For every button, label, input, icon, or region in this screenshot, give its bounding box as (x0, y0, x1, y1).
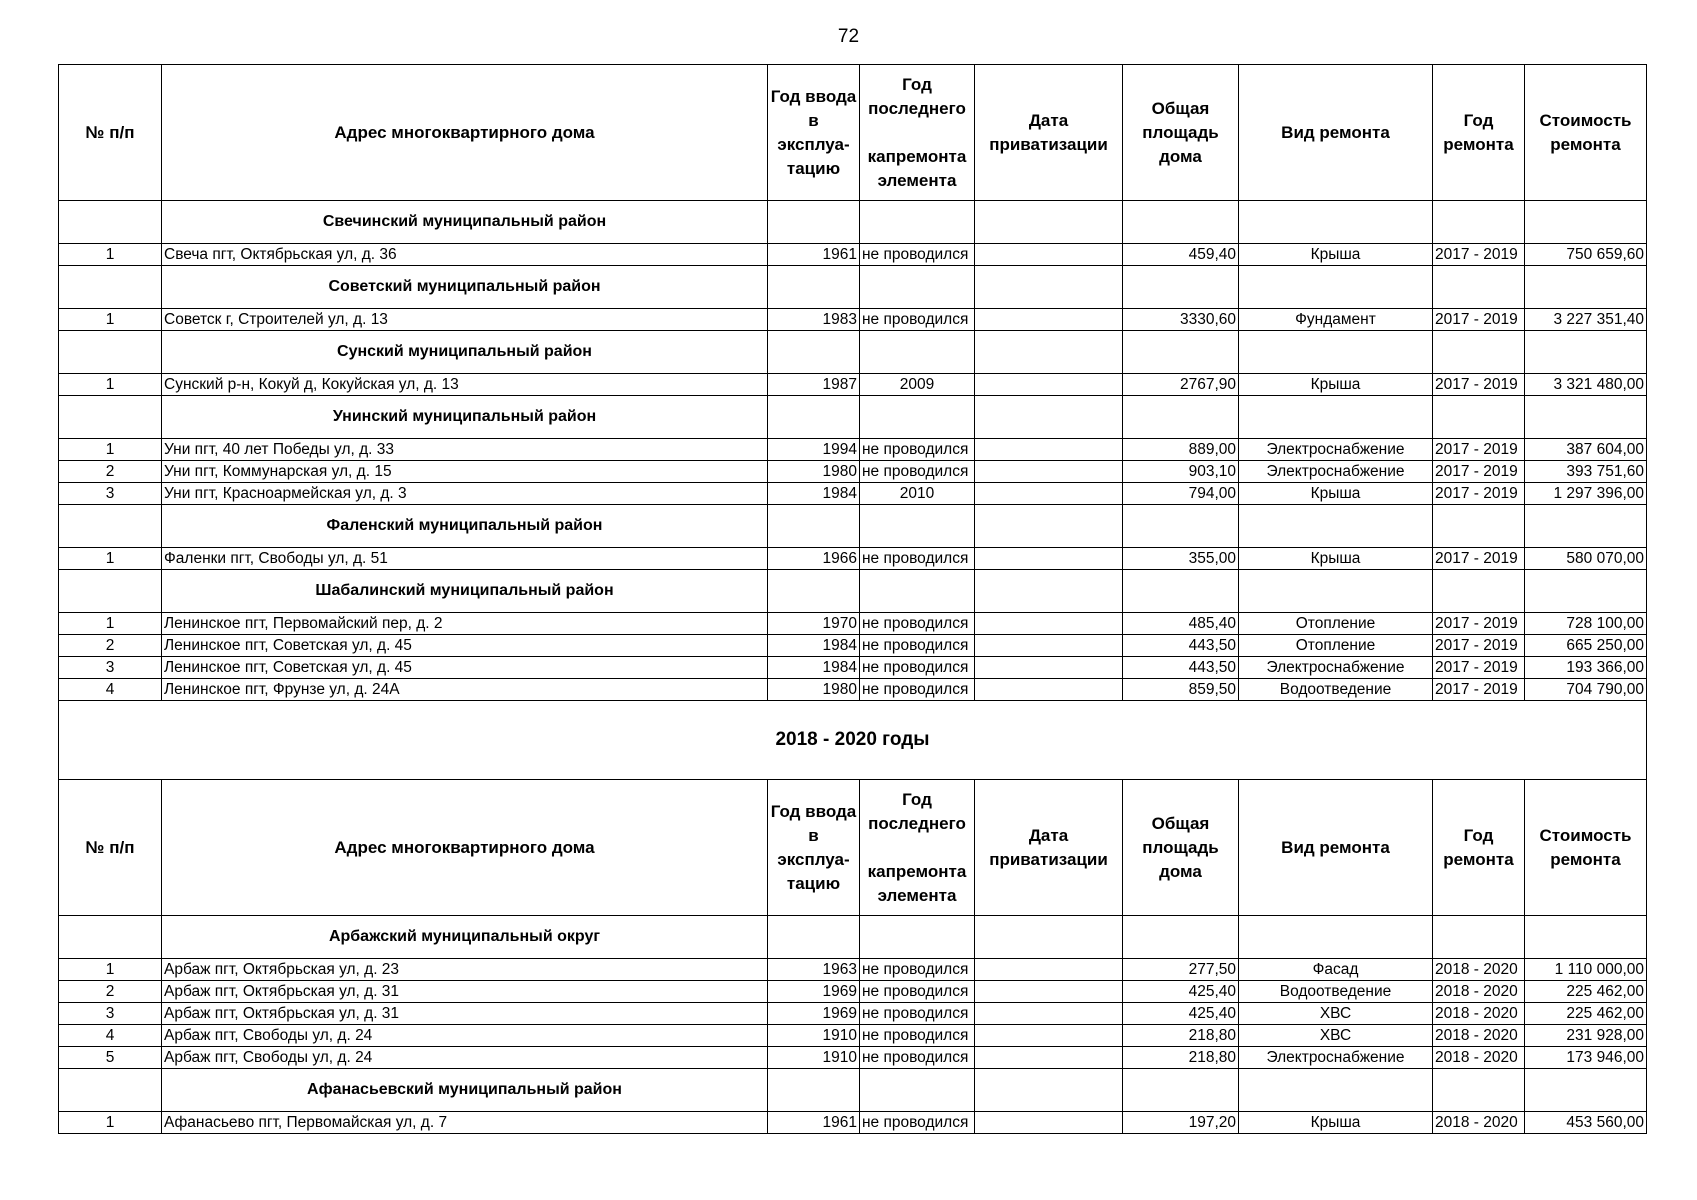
header-num: № п/п (59, 65, 162, 201)
row-privatization (975, 635, 1123, 657)
header-address: Адрес многоквартирного дома (162, 65, 768, 201)
row-address: Арбаж пгт, Октябрьская ул, д. 23 (162, 959, 768, 981)
table-row (59, 548, 1647, 570)
district-empty-cell (1433, 1069, 1525, 1112)
row-year-built: 1910 (768, 1025, 860, 1047)
header-cost: Стоимость ремонта (1525, 65, 1647, 201)
district-empty-cell (975, 570, 1123, 613)
row-repair-type: Крыша (1239, 374, 1433, 396)
row-address: Арбаж пгт, Октябрьская ул, д. 31 (162, 981, 768, 1003)
row-repair-year: 2017 - 2019 (1433, 613, 1525, 635)
header-last-repair (860, 780, 975, 916)
district-empty-cell (1239, 570, 1433, 613)
row-repair-year: 2017 - 2019 (1433, 244, 1525, 266)
district-empty-cell (1433, 570, 1525, 613)
table-header-row (59, 65, 1647, 201)
header-year-built: Год ввода в эксплуа-тацию (768, 780, 860, 916)
district-num-cell (59, 396, 162, 439)
district-num-cell (59, 266, 162, 309)
row-num: 1 (59, 439, 162, 461)
row-address: Ленинское пгт, Первомайский пер, д. 2 (162, 613, 768, 635)
row-last-repair: не проводился (860, 959, 975, 981)
row-last-repair: 2010 (860, 483, 975, 505)
row-num: 5 (59, 1047, 162, 1069)
row-repair-year: 2018 - 2020 (1433, 1047, 1525, 1069)
row-area: 2767,90 (1123, 374, 1239, 396)
district-empty-cell (860, 505, 975, 548)
row-year-built: 1969 (768, 981, 860, 1003)
row-area: 903,10 (1123, 461, 1239, 483)
district-empty-cell (975, 201, 1123, 244)
row-address: Афанасьево пгт, Первомайская ул, д. 7 (162, 1112, 768, 1134)
row-repair-year: 2018 - 2020 (1433, 1003, 1525, 1025)
row-area: 443,50 (1123, 657, 1239, 679)
row-cost: 665 250,00 (1525, 635, 1647, 657)
district-empty-cell (860, 1069, 975, 1112)
row-last-repair: не проводился (860, 613, 975, 635)
row-cost: 704 790,00 (1525, 679, 1647, 701)
row-privatization (975, 461, 1123, 483)
page-number: 72 (837, 26, 860, 47)
row-repair-type: Электроснабжение (1239, 1047, 1433, 1069)
row-repair-year: 2018 - 2020 (1433, 1025, 1525, 1047)
district-row (59, 201, 1647, 244)
row-cost: 231 928,00 (1525, 1025, 1647, 1047)
district-empty-cell (1239, 916, 1433, 959)
row-year-built: 1980 (768, 461, 860, 483)
header-year-built: Год ввода в эксплуа-тацию (768, 65, 860, 201)
row-num: 1 (59, 548, 162, 570)
row-address: Сунский р-н, Кокуй д, Кокуйская ул, д. 13 (162, 374, 768, 396)
district-empty-cell (975, 331, 1123, 374)
row-num: 1 (59, 613, 162, 635)
period-title: 2018 - 2020 годы (59, 701, 1647, 780)
row-year-built: 1984 (768, 483, 860, 505)
period-row (59, 701, 1647, 780)
row-area: 355,00 (1123, 548, 1239, 570)
row-cost: 1 110 000,00 (1525, 959, 1647, 981)
district-num-cell (59, 201, 162, 244)
row-cost: 3 227 351,40 (1525, 309, 1647, 331)
district-row (59, 570, 1647, 613)
row-address: Ленинское пгт, Фрунзе ул, д. 24А (162, 679, 768, 701)
district-empty-cell (1123, 201, 1239, 244)
row-privatization (975, 1003, 1123, 1025)
row-repair-type: Фундамент (1239, 309, 1433, 331)
row-area: 277,50 (1123, 959, 1239, 981)
row-num: 4 (59, 679, 162, 701)
header-cost: Стоимость ремонта (1525, 780, 1647, 916)
district-empty-cell (1525, 396, 1647, 439)
header-area: Общая площадь дома (1123, 65, 1239, 201)
row-last-repair: не проводился (860, 679, 975, 701)
header-address: Адрес многоквартирного дома (162, 780, 768, 916)
row-num: 1 (59, 959, 162, 981)
row-privatization (975, 1047, 1123, 1069)
district-empty-cell (860, 396, 975, 439)
district-empty-cell (1123, 1069, 1239, 1112)
row-address: Фаленки пгт, Свободы ул, д. 51 (162, 548, 768, 570)
row-year-built: 1987 (768, 374, 860, 396)
row-repair-year: 2017 - 2019 (1433, 483, 1525, 505)
row-repair-year: 2017 - 2019 (1433, 548, 1525, 570)
district-empty-cell (1433, 396, 1525, 439)
row-last-repair: не проводился (860, 1025, 975, 1047)
row-repair-type: ХВС (1239, 1025, 1433, 1047)
row-cost: 225 462,00 (1525, 1003, 1647, 1025)
table-row (59, 635, 1647, 657)
row-repair-type: Крыша (1239, 244, 1433, 266)
district-empty-cell (975, 396, 1123, 439)
district-empty-cell (860, 331, 975, 374)
district-empty-cell (1239, 396, 1433, 439)
row-cost: 580 070,00 (1525, 548, 1647, 570)
district-empty-cell (1525, 266, 1647, 309)
district-empty-cell (975, 505, 1123, 548)
row-last-repair: не проводился (860, 439, 975, 461)
district-empty-cell (1433, 201, 1525, 244)
row-address: Ленинское пгт, Советская ул, д. 45 (162, 657, 768, 679)
table-row (59, 461, 1647, 483)
row-year-built: 1994 (768, 439, 860, 461)
row-num: 2 (59, 635, 162, 657)
row-privatization (975, 439, 1123, 461)
row-repair-year: 2017 - 2019 (1433, 635, 1525, 657)
table-row (59, 959, 1647, 981)
row-privatization (975, 981, 1123, 1003)
district-empty-cell (1433, 331, 1525, 374)
row-last-repair: не проводился (860, 635, 975, 657)
row-repair-year: 2017 - 2019 (1433, 679, 1525, 701)
table-row (59, 374, 1647, 396)
row-area: 3330,60 (1123, 309, 1239, 331)
header-privatization: Дата приватизации (975, 780, 1123, 916)
row-year-built: 1984 (768, 635, 860, 657)
row-cost: 728 100,00 (1525, 613, 1647, 635)
header-num: № п/п (59, 780, 162, 916)
row-address: Уни пгт, Красноармейская ул, д. 3 (162, 483, 768, 505)
district-empty-cell (1525, 201, 1647, 244)
district-name: Арбажский муниципальный округ (162, 916, 768, 959)
row-repair-type: Электроснабжение (1239, 439, 1433, 461)
header-repair-type: Вид ремонта (1239, 780, 1433, 916)
district-empty-cell (1239, 505, 1433, 548)
header-privatization: Дата приватизации (975, 65, 1123, 201)
row-last-repair: 2009 (860, 374, 975, 396)
row-area: 425,40 (1123, 981, 1239, 1003)
row-repair-year: 2018 - 2020 (1433, 959, 1525, 981)
district-num-cell (59, 331, 162, 374)
row-num: 2 (59, 461, 162, 483)
row-cost: 193 366,00 (1525, 657, 1647, 679)
row-year-built: 1910 (768, 1047, 860, 1069)
row-num: 1 (59, 374, 162, 396)
district-empty-cell (860, 570, 975, 613)
table-header-row (59, 780, 1647, 916)
row-cost: 750 659,60 (1525, 244, 1647, 266)
row-privatization (975, 657, 1123, 679)
row-address: Уни пгт, Коммунарская ул, д. 15 (162, 461, 768, 483)
row-num: 2 (59, 981, 162, 1003)
row-year-built: 1969 (768, 1003, 860, 1025)
district-empty-cell (860, 201, 975, 244)
row-last-repair: не проводился (860, 1112, 975, 1134)
district-empty-cell (1239, 266, 1433, 309)
row-privatization (975, 244, 1123, 266)
row-area: 218,80 (1123, 1047, 1239, 1069)
district-empty-cell (860, 266, 975, 309)
row-cost: 1 297 396,00 (1525, 483, 1647, 505)
district-empty-cell (1239, 331, 1433, 374)
row-year-built: 1961 (768, 244, 860, 266)
row-privatization (975, 548, 1123, 570)
row-repair-type: Водоотведение (1239, 679, 1433, 701)
row-repair-type: Крыша (1239, 548, 1433, 570)
row-last-repair: не проводился (860, 657, 975, 679)
table-row (59, 309, 1647, 331)
row-privatization (975, 483, 1123, 505)
district-row (59, 266, 1647, 309)
row-area: 859,50 (1123, 679, 1239, 701)
row-privatization (975, 1025, 1123, 1047)
district-empty-cell (1123, 331, 1239, 374)
district-name: Советский муниципальный район (162, 266, 768, 309)
district-empty-cell (1239, 1069, 1433, 1112)
table-row (59, 679, 1647, 701)
row-cost: 387 604,00 (1525, 439, 1647, 461)
district-name: Шабалинский муниципальный район (162, 570, 768, 613)
row-cost: 225 462,00 (1525, 981, 1647, 1003)
district-empty-cell (860, 916, 975, 959)
header-repair-year: Год ремонта (1433, 65, 1525, 201)
district-name: Сунский муниципальный район (162, 331, 768, 374)
row-cost: 173 946,00 (1525, 1047, 1647, 1069)
district-name: Фаленский муниципальный район (162, 505, 768, 548)
table-row (59, 1003, 1647, 1025)
district-empty-cell (1433, 916, 1525, 959)
header-repair-type: Вид ремонта (1239, 65, 1433, 201)
table-row (59, 439, 1647, 461)
district-empty-cell (1123, 570, 1239, 613)
district-empty-cell (1123, 916, 1239, 959)
row-repair-year: 2017 - 2019 (1433, 309, 1525, 331)
row-year-built: 1983 (768, 309, 860, 331)
row-repair-type: Электроснабжение (1239, 657, 1433, 679)
district-empty-cell (1525, 331, 1647, 374)
district-name: Свечинский муниципальный район (162, 201, 768, 244)
district-empty-cell (768, 331, 860, 374)
row-year-built: 1980 (768, 679, 860, 701)
district-row (59, 331, 1647, 374)
row-repair-type: Электроснабжение (1239, 461, 1433, 483)
row-repair-year: 2017 - 2019 (1433, 657, 1525, 679)
row-repair-type: Отопление (1239, 613, 1433, 635)
row-area: 197,20 (1123, 1112, 1239, 1134)
district-empty-cell (768, 505, 860, 548)
row-repair-type: Отопление (1239, 635, 1433, 657)
district-empty-cell (768, 1069, 860, 1112)
row-repair-year: 2018 - 2020 (1433, 1112, 1525, 1134)
district-row (59, 916, 1647, 959)
district-row (59, 1069, 1647, 1112)
row-repair-year: 2018 - 2020 (1433, 981, 1525, 1003)
district-num-cell (59, 570, 162, 613)
row-last-repair: не проводился (860, 981, 975, 1003)
row-address: Арбаж пгт, Свободы ул, д. 24 (162, 1025, 768, 1047)
district-empty-cell (768, 396, 860, 439)
row-last-repair: не проводился (860, 244, 975, 266)
district-empty-cell (1525, 916, 1647, 959)
row-privatization (975, 309, 1123, 331)
row-last-repair: не проводился (860, 309, 975, 331)
district-num-cell (59, 505, 162, 548)
table-row (59, 244, 1647, 266)
row-repair-type: Крыша (1239, 483, 1433, 505)
district-empty-cell (1123, 266, 1239, 309)
row-privatization (975, 1112, 1123, 1134)
table-row (59, 1047, 1647, 1069)
header-last-repair-line2: капремонта элемента (867, 861, 967, 905)
district-empty-cell (1433, 266, 1525, 309)
row-address: Свеча пгт, Октябрьская ул, д. 36 (162, 244, 768, 266)
row-num: 3 (59, 657, 162, 679)
district-empty-cell (768, 570, 860, 613)
district-empty-cell (1123, 396, 1239, 439)
district-empty-cell (975, 266, 1123, 309)
header-repair-year: Год ремонта (1433, 780, 1525, 916)
row-area: 443,50 (1123, 635, 1239, 657)
row-year-built: 1961 (768, 1112, 860, 1134)
row-area: 459,40 (1123, 244, 1239, 266)
district-num-cell (59, 916, 162, 959)
district-empty-cell (1123, 505, 1239, 548)
district-num-cell (59, 1069, 162, 1112)
row-privatization (975, 959, 1123, 981)
header-last-repair-line1: Год последнего (868, 74, 966, 118)
district-name: Афанасьевский муниципальный район (162, 1069, 768, 1112)
row-repair-year: 2017 - 2019 (1433, 374, 1525, 396)
row-num: 1 (59, 1112, 162, 1134)
row-cost: 3 321 480,00 (1525, 374, 1647, 396)
row-area: 485,40 (1123, 613, 1239, 635)
row-num: 1 (59, 309, 162, 331)
district-empty-cell (1525, 505, 1647, 548)
header-last-repair (860, 65, 975, 201)
row-num: 4 (59, 1025, 162, 1047)
header-last-repair-line1: Год последнего (868, 789, 966, 833)
row-repair-year: 2017 - 2019 (1433, 461, 1525, 483)
table-row (59, 1025, 1647, 1047)
row-privatization (975, 374, 1123, 396)
row-repair-year: 2017 - 2019 (1433, 439, 1525, 461)
district-empty-cell (768, 201, 860, 244)
row-address: Арбаж пгт, Свободы ул, д. 24 (162, 1047, 768, 1069)
table-row (59, 981, 1647, 1003)
row-repair-type: ХВС (1239, 1003, 1433, 1025)
table-row (59, 657, 1647, 679)
row-year-built: 1970 (768, 613, 860, 635)
row-repair-type: Водоотведение (1239, 981, 1433, 1003)
table-row (59, 483, 1647, 505)
district-empty-cell (1433, 505, 1525, 548)
row-year-built: 1966 (768, 548, 860, 570)
row-area: 218,80 (1123, 1025, 1239, 1047)
table-row (59, 1112, 1647, 1134)
row-cost: 393 751,60 (1525, 461, 1647, 483)
table-body (59, 65, 1647, 1134)
district-empty-cell (1525, 1069, 1647, 1112)
district-empty-cell (1239, 201, 1433, 244)
district-name: Унинский муниципальный район (162, 396, 768, 439)
district-empty-cell (768, 266, 860, 309)
district-row (59, 396, 1647, 439)
row-address: Уни пгт, 40 лет Победы ул, д. 33 (162, 439, 768, 461)
row-last-repair: не проводился (860, 548, 975, 570)
row-privatization (975, 613, 1123, 635)
row-last-repair: не проводился (860, 1047, 975, 1069)
row-num: 1 (59, 244, 162, 266)
repair-table (58, 64, 1647, 1134)
row-area: 794,00 (1123, 483, 1239, 505)
header-last-repair-line2: капремонта элемента (867, 146, 967, 190)
row-address: Ленинское пгт, Советская ул, д. 45 (162, 635, 768, 657)
row-address: Советск г, Строителей ул, д. 13 (162, 309, 768, 331)
district-empty-cell (768, 916, 860, 959)
header-area: Общая площадь дома (1123, 780, 1239, 916)
row-repair-type: Крыша (1239, 1112, 1433, 1134)
district-row (59, 505, 1647, 548)
table-row (59, 613, 1647, 635)
row-last-repair: не проводился (860, 1003, 975, 1025)
row-area: 425,40 (1123, 1003, 1239, 1025)
district-empty-cell (1525, 570, 1647, 613)
row-area: 889,00 (1123, 439, 1239, 461)
row-cost: 453 560,00 (1525, 1112, 1647, 1134)
district-empty-cell (975, 1069, 1123, 1112)
row-num: 3 (59, 483, 162, 505)
row-privatization (975, 679, 1123, 701)
row-repair-type: Фасад (1239, 959, 1433, 981)
row-last-repair: не проводился (860, 461, 975, 483)
row-num: 3 (59, 1003, 162, 1025)
row-address: Арбаж пгт, Октябрьская ул, д. 31 (162, 1003, 768, 1025)
district-empty-cell (975, 916, 1123, 959)
row-year-built: 1963 (768, 959, 860, 981)
row-year-built: 1984 (768, 657, 860, 679)
